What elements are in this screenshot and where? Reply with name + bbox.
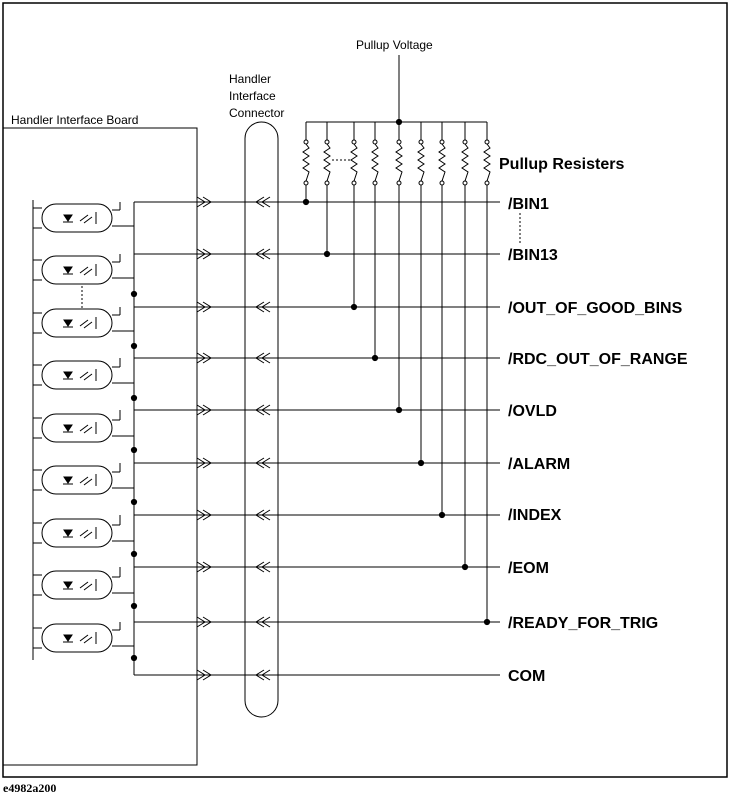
optocoupler-body: [42, 466, 112, 494]
resistor-zigzag: [418, 144, 424, 181]
common-bus-dot: [131, 655, 136, 660]
common-bus-dot: [131, 603, 136, 608]
resistor-terminal: [373, 181, 377, 185]
pullup-resisters-label: Pullup Resisters: [499, 156, 625, 173]
resistor-terminal: [463, 181, 467, 185]
signal-label-rdc-out-of-range: /RDC_OUT_OF_RANGE: [508, 351, 688, 368]
board-label: Handler Interface Board: [11, 113, 139, 127]
resistor-terminal: [352, 181, 356, 185]
connector-label-line2: Interface: [229, 89, 276, 103]
optocoupler-body: [42, 256, 112, 284]
resistor-terminal: [463, 140, 467, 144]
signal-label-bin13: /BIN13: [508, 247, 558, 264]
resistor-terminal: [325, 140, 329, 144]
signal-label-out-of-good-bins: /OUT_OF_GOOD_BINS: [508, 300, 683, 317]
resistor-terminal: [419, 181, 423, 185]
optocoupler-body: [42, 361, 112, 389]
connector-label-line3: Connector: [229, 106, 285, 120]
resistor-terminal: [397, 140, 401, 144]
signal-label-com: COM: [508, 668, 546, 685]
resistor-zigzag: [484, 144, 490, 181]
signal-label-ovld: /OVLD: [508, 403, 557, 420]
resistor-zigzag: [372, 144, 378, 181]
resistor-terminal: [485, 181, 489, 185]
optocoupler-body: [42, 624, 112, 652]
signal-label-ready-for-trig: /READY_FOR_TRIG: [508, 615, 659, 632]
optocoupler-body: [42, 414, 112, 442]
resistor-terminal: [373, 140, 377, 144]
resistor-zigzag: [462, 144, 468, 181]
signal-label-index: /INDEX: [508, 507, 562, 524]
optocoupler-body: [42, 571, 112, 599]
resistor-terminal: [419, 140, 423, 144]
resistor-terminal: [397, 181, 401, 185]
resistor-terminal: [352, 140, 356, 144]
common-bus-dot: [131, 551, 136, 556]
resistor-zigzag: [324, 144, 330, 181]
resistor-terminal: [440, 181, 444, 185]
resistor-terminal: [440, 140, 444, 144]
figure-id: e4982a200: [3, 781, 57, 795]
resistor-zigzag: [351, 144, 357, 181]
optocoupler-body: [42, 519, 112, 547]
connector-label-line1: Handler: [229, 72, 272, 86]
optocoupler-body: [42, 309, 112, 337]
signal-label-eom: /EOM: [508, 560, 549, 577]
signal-label-alarm: /ALARM: [508, 456, 571, 473]
common-bus-dot: [131, 395, 136, 400]
resistor-zigzag: [396, 144, 402, 181]
common-bus-dot: [131, 499, 136, 504]
resistor-terminal: [485, 140, 489, 144]
resistor-terminal: [325, 181, 329, 185]
resistor-zigzag: [439, 144, 445, 181]
common-bus-dot: [131, 291, 136, 296]
pullup-voltage-label: Pullup Voltage: [356, 38, 433, 52]
resistor-terminal: [304, 181, 308, 185]
common-bus-dot: [131, 447, 136, 452]
resistor-terminal: [304, 140, 308, 144]
signal-label-bin1: /BIN1: [508, 196, 549, 213]
connector-capsule: [245, 122, 278, 717]
resistor-zigzag: [303, 144, 309, 181]
common-bus-dot: [131, 343, 136, 348]
optocoupler-body: [42, 204, 112, 232]
